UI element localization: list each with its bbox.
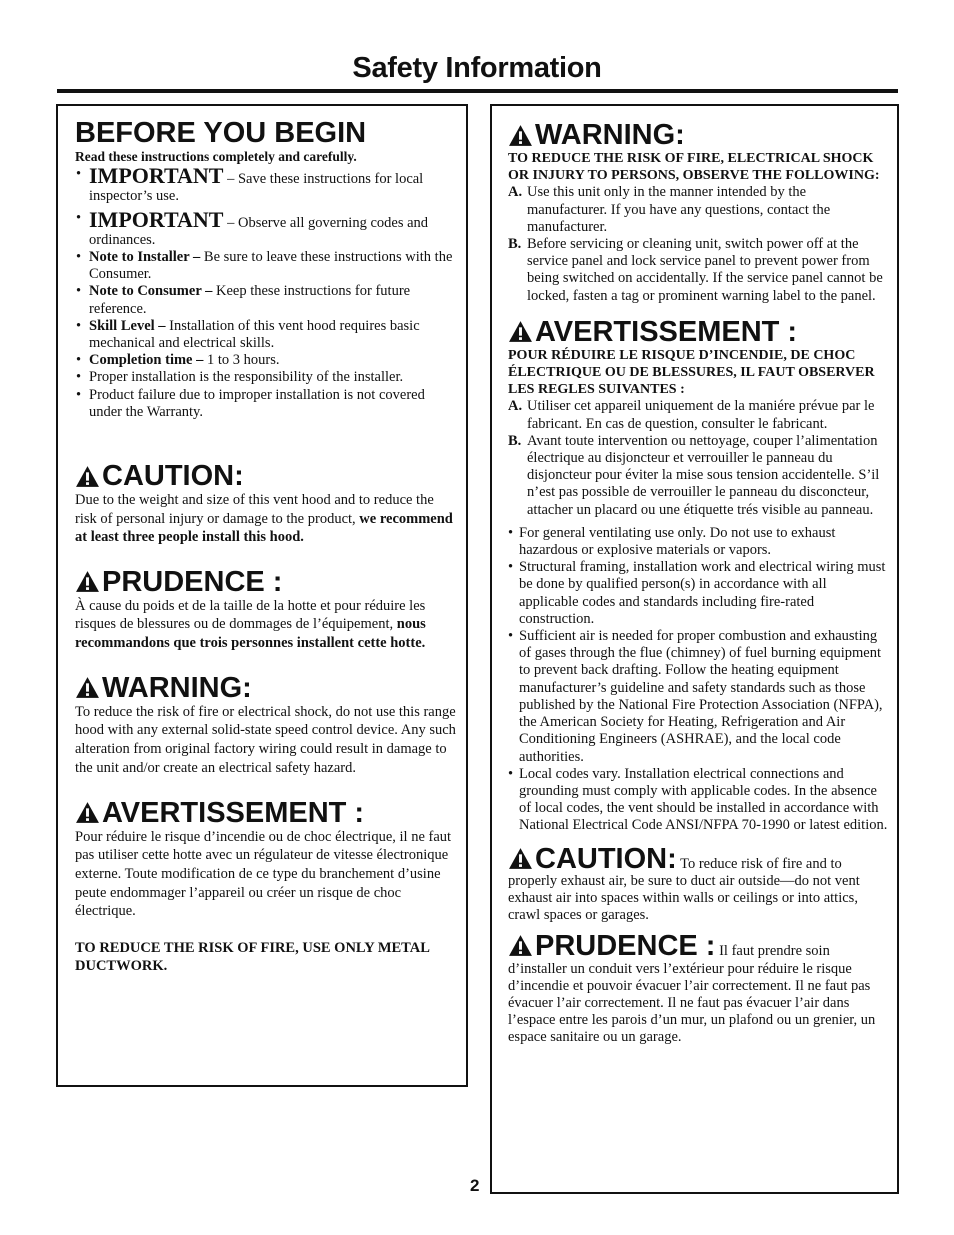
warning-triangle-icon [508,320,533,343]
bullet-icon: • [76,352,82,369]
item-text: Avant toute intervention ou nettoyage, couper l’alimentation électrique au disjoncteur et verrouiller le panneau du disjoncteur pour éviter la mise sous tension accidentelle. S’il n’est pas possible de verrouiller le panneau du disconcteur, attacher un placard ou une étiquette trés visible au panneau. [527,432,880,518]
general-bullets [508,525,889,835]
item-letter: A. [508,184,523,201]
caution-text [75,491,456,547]
page-number: 2 [470,1176,480,1195]
bullet-icon: • [76,249,82,266]
item-text: Proper installation is the responsibility of the installer. [89,369,404,386]
warning-triangle-icon [508,124,533,147]
heading-label: AVERTISSEMENT : [535,315,798,348]
list-item [508,236,889,305]
list-item [508,433,889,519]
item-lead: IMPORTANT [89,206,224,232]
warning-heading [508,120,889,150]
heading-label: PRUDENCE : [102,565,283,598]
list-item [75,387,456,421]
prudence-text [75,597,456,653]
warning-triangle-icon [508,847,533,870]
metal-ductwork-note: TO REDUCE THE RISK OF FIRE, USE ONLY METAL DUCTWORK. [75,939,430,975]
heading-label: WARNING: [102,671,252,704]
item-lead: Skill Level – [89,317,166,334]
caution-section-right [508,842,889,925]
avertissement-text: Pour réduire le risque d’incendie ou de choc électrique, il ne faut pas utiliser cette hotte avec un régulateur de vitesse électronique externe. Toute modification de ce type du branchement d’usine peute endommager l’appareil ou créer un risque de choc électrique. [75,828,452,920]
avertissement-heading [75,798,456,828]
item-text: – Save these instructions for local inspector’s use. [89,171,424,205]
item-text: Sufficient air is needed for proper combustion and exhausting of gases through the flue (chimney) of fuel burning equipment to prevent back drafting. Follow the heating equipment manufacturer’s guideline and safety standards such as those published by the National Fire Protection Association (NFPA), the American Society for Heating, Refrigeration and Air Conditioning Engineers (ASHRAE), and the local code authorities. [519,628,883,765]
bullet-icon: • [76,317,82,334]
item-text: Installation of this vent hood requires basic mechanical and electrical skills. [89,317,420,352]
list-item [508,766,889,835]
prudence-heading [75,567,456,597]
bullet-icon: • [508,628,514,645]
bold-text: nous recommandons que trois personnes installent cette hotte. [75,616,426,652]
bold-text: we recommend at least three people install this hood. [75,510,453,546]
warning-triangle-icon [75,465,100,488]
before-list [75,163,456,421]
item-text: For general ventilating use only. Do not use to exhaust hazardous or explosive materials or vapors. [519,524,836,559]
bullet-icon: • [508,524,514,541]
body-text: Due to the weight and size of this vent hood and to reduce the risk of personal injury or damage to the product, [75,492,434,527]
bullet-icon: • [508,765,514,782]
item-text: Before servicing or cleaning unit, switch power off at the service panel and lock service panel to prevent power from being switched on accidentally. If the service panel cannot be locked, fasten a tag or prominent warning label to the panel. [527,236,883,304]
list-item [75,318,456,352]
warning-lead: TO REDUCE THE RISK OF FIRE, ELECTRICAL SHOCK OR INJURY TO PERSONS, OBSERVE THE FOLLOWING: [508,151,880,184]
list-item [508,559,889,628]
list-item [508,184,889,236]
heading-label: CAUTION: [535,842,677,875]
bullet-icon: • [76,369,82,386]
warning-text: To reduce the risk of fire or electrical shock, do not use this range hood with any external solid-state speed control device. Any such alteration from original factory wiring could result in damage to the unit and/or create an electrical safety hazard. [75,703,456,776]
item-letter: B. [508,432,522,449]
bullet-icon: • [76,283,82,300]
caution-text: To reduce risk of fire and to properly exhaust air, be sure to duct air outside—do not vent exhaust air into spaces within walls or ceilings or into attics, crawl spaces or garages. [508,855,860,924]
avertissement-heading [508,317,889,347]
item-text: Local codes vary. Installation electrical connections and grounding must comply with applicable codes. In the absence of local codes, the vent should be installed in accordance with National Electrical Code ANSI/NFPA 70-1990 or latest edition. [519,765,888,834]
item-lead: Note to Consumer – [89,283,213,300]
item-lead: Note to Installer – [89,249,201,266]
item-text: Structural framing, installation work and electrical wiring must be done by qualified person(s) in accordance with all applicable codes and standards including fire-rated construction. [519,559,886,627]
heading-label: AVERTISSEMENT : [102,796,365,829]
list-item [75,249,456,283]
warning-list [508,184,889,304]
item-lead: Completion time – [89,352,204,369]
list-item [75,206,456,249]
list-item [75,352,456,369]
item-text: 1 to 3 hours. [203,352,280,369]
avertissement-lead: POUR RÉDUIRE LE RISQUE D’INCENDIE, DE CHOC ÉLECTRIQUE OU DE BLESSURES, IL FAUT OBSERVER LES REGLES SUIVANTES : [508,347,875,398]
before-intro: Read these instructions completely and carefully. [75,149,357,164]
title-divider [57,89,898,93]
left-safety-box [56,104,468,1087]
bullet-icon: • [508,559,514,576]
bullet-icon: • [76,209,82,226]
item-text: Product failure due to improper installation is not covered under the Warranty. [89,386,425,420]
warning-heading [75,673,456,703]
right-safety-box [490,104,899,1194]
avertissement-section-right [508,317,889,519]
avertissement-section [75,798,456,976]
warning-section [75,673,456,778]
list-item [75,369,456,386]
avertissement-list [508,398,889,518]
caution-section [75,461,456,547]
heading-label: WARNING: [535,119,685,151]
item-text: Be sure to leave these instructions with the Consumer. [89,249,453,283]
warning-triangle-icon [75,570,100,593]
heading-label: CAUTION: [102,460,244,493]
list-item [508,525,889,559]
item-lead: IMPORTANT [89,163,224,189]
warning-section-right [508,120,889,305]
warning-triangle-icon [508,934,533,957]
page-title: Safety Information [352,52,602,84]
item-letter: A. [508,398,523,415]
item-text: – Observe all governing codes and ordinances. [89,214,429,248]
caution-heading [75,461,456,491]
item-text: Utiliser cet appareil uniquement de la maniére prévue par le fabricant. En cas de question, consulter le fabricant. [527,398,875,432]
list-item [508,398,889,432]
bullet-icon: • [76,166,82,183]
item-text: Keep these instructions for future reference. [89,283,411,317]
list-item [75,283,456,317]
item-text: Use this unit only in the manner intended by the manufacturer. If you have any questions, contact the manufacturer. [527,184,831,235]
item-letter: B. [508,236,522,253]
prudence-text: Il faut prendre soin d’installer un conduit vers l’extérieur pour réduire le risque d’incendie et pouvoir évacuer l’air correctement. Il ne faut pas évacuer l’air correctement. Il ne faut pas évacuer l’air dans l’espace entre les parois d’un mur, un plafond ou un grenier, un espace sanitaire ou un garage. [508,943,876,1046]
warning-triangle-icon [75,676,100,699]
heading-label: PRUDENCE : [535,930,716,963]
prudence-heading [508,930,715,962]
list-item [508,628,889,766]
list-item [75,163,456,205]
body-text: À cause du poids et de la taille de la hotte et pour réduire les risques de blessures ou de dommages de l’équipement, [75,597,426,633]
caution-heading [508,843,677,875]
before-you-begin-heading: BEFORE YOU BEGIN [75,117,367,149]
prudence-section-right [508,930,889,1046]
warning-triangle-icon [75,801,100,824]
bullet-icon: • [76,386,82,403]
prudence-section [75,567,456,653]
